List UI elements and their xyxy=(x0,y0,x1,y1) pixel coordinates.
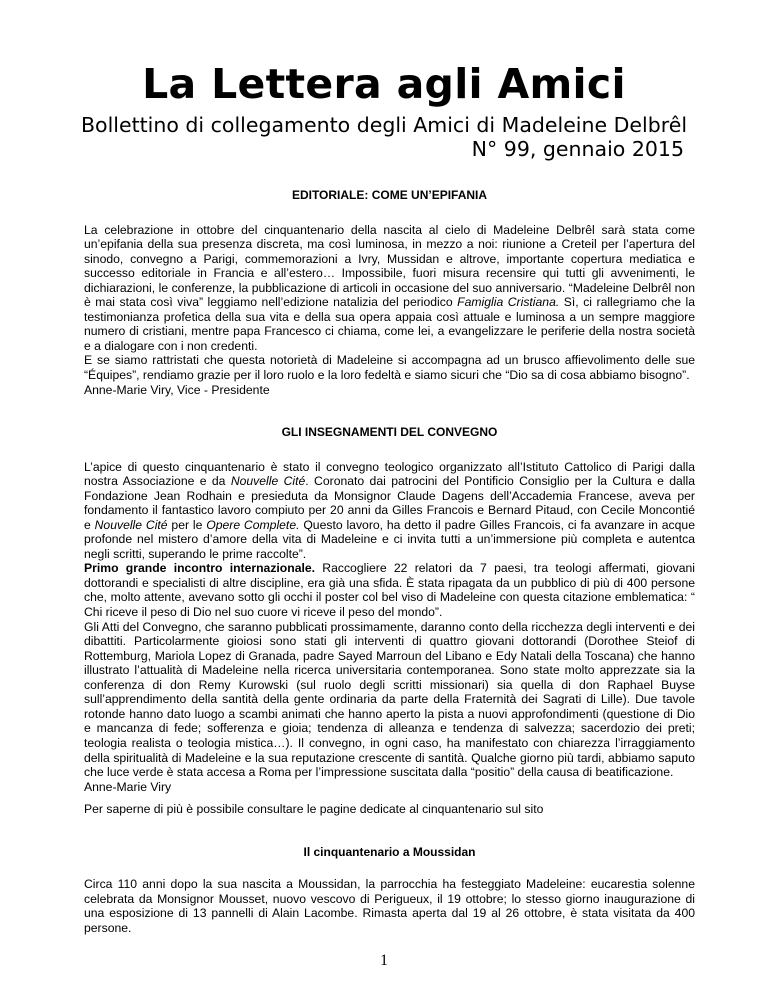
article-body xyxy=(84,188,695,935)
convegno-paragraph: Gli Atti del Convegno, che saranno pubblicati prossimamente, daranno conto della ricchezza degli interventi e dei dibattiti. Particolarmente gioiosi sono stati gli interventi di quattro giovani dottorandi (Dorothee Steiof di Rottemburg, Mariola Lopez di Granada, padre Sayed Marroun del Libano e Edy Natali della Toscana) che hanno illustrato l’attualità di Madeleine nella ricerca universitaria contemporanea. Sono state molto apprezzate sia la conferenza di don Remy Kurowski (sul ruolo degli scritti missionari) sia quella di don Raphael Buyse sull’apprendimento della santità della gente ordinaria da parte della Fraternità dei Sagrati di Lille). Due tavole rotonde hanno dato luogo a scambi animati che hanno aperto la pista a nuovi approfondimenti (questione di Dio e mancanza di fede; sofferenza e gioia; tendenza di alleanza e tendenza di salvezza; sacerdozio dei preti; teologia realista o teologia mistica…). Il convegno, in ogni caso, ha manifestato con chiarezza l’irraggiamento della spiritualità di Madeleine e la sua reputazione crescente di santità. Qualche giorno più tardi, abbiamo saputo che luce verde è stata accesa a Roma per l’impressione suscitata dalla “positio” della causa di beatificazione. xyxy=(84,619,695,780)
issue-number: N° 99, gennaio 2015 xyxy=(471,137,684,161)
convegno-signature: Anne-Marie Viry xyxy=(84,779,172,794)
editorial-heading: EDITORIALE: COME UN’EPIFANIA xyxy=(291,188,488,202)
convegno-paragraph: Primo grande incontro internazionale. Raccogliere 22 relatori da 7 paesi, tra teologi affermati, giovani dottorandi e specialisti di altre discipline, era già una sfida. È stata ripagata da un pubblico di più di 400 persone che, molto attente, avevano sotto gli occhi il poster col bel viso di Madeleine con questa citazione emblematica: “ Chi riceve il peso di Dio nel suo cuore vi riceve il peso del mondo”. xyxy=(84,561,695,620)
page-number: 1 xyxy=(380,952,388,969)
editorial-signature: Anne-Marie Viry, Vice - Presidente xyxy=(84,382,270,397)
more-info-note: Per saperne di più è possibile consultare le pagine dedicate al cinquantenario sul sito xyxy=(84,802,544,817)
publisher-name: Nouvelle Cité xyxy=(94,517,168,532)
publisher-name: Nouvelle Cité xyxy=(230,474,306,489)
work-title: Opere Complete. xyxy=(206,517,300,532)
publication-name: Famiglia Cristiana. xyxy=(457,295,560,310)
editorial-paragraph: E se siamo rattristati che questa notorietà di Madeleine si accompagna ad un brusco affievolimento delle sue “Équipes”, rendiamo grazie per il loro ruolo e la loro fedeltà e siamo sicuri che “Dio sa di cosa abbiamo bisogno”. xyxy=(84,353,695,382)
lead-in: Primo grande incontro internazionale. xyxy=(84,561,316,576)
moussidan-heading: Il cinquantenario a Moussidan xyxy=(303,844,476,859)
convegno-paragraph: L’apice di questo cinquantenario è stato il convegno teologico organizzato all’Istituto Cattolico di Parigi dalla nostra Associazione e da Nouvelle Cité. Coronato dai patrocini del Pontificio Consiglio per la Cultura e dalla Fondazione Jean Rodhain e presieduta da Monsignor Claude Dagens dell’Accademia Francese, aveva per fondamento il fantastico lavoro compiuto per 20 anni da Gilles Francois e Bernard Pitaud, con Cecile Moncontié e Nouvelle Cité per le Opere Complete. Questo lavoro, ha detto il padre Gilles Francois, ci fa avanzare in acque profonde nel mistero d’amore della vita di Madeleine e ci invita tutti a un’immersione più completa e autentca negli scritti, superando le prime raccolte”. xyxy=(84,459,695,561)
convegno-heading: GLI INSEGNAMENTI DEL CONVEGNO xyxy=(281,425,498,440)
editorial-paragraph: La celebrazione in ottobre del cinquantenario della nascita al cielo di Madeleine Delbrêl sarà stata come un’epifania della sua presenza discreta, ma così luminosa, in mezzo a noi: riunione a Creteil per l’apertura del sinodo, convegno a Parigi, commemorazioni a Ivry, Mussidan e altrove, importante copertura mediatica e successo editoriale in Francia e all’estero… Impossibile, fuori misura recensire qui tutti gli avvenimenti, le dichiarazioni, le conferenze, la pubblicazione di articoli in occasione del suo anniversario. “Madeleine Delbrêl non è mai stata così viva” leggiamo nell’edizione natalizia del periodico Famiglia Cristiana. Sì, ci rallegriamo che la testimonianza profetica della sua vita e della sua opera appaia così attuale e luminosa a un sempre maggiore numero di cristiani, mentre papa Francesco ci chiama, come lei, a evangelizzare le periferie della nostra società e a dialogare con i non credenti. xyxy=(84,222,695,353)
moussidan-paragraph: Circa 110 anni dopo la sua nascita a Moussidan, la parrocchia ha festeggiato Madeleine: eucarestia solenne celebrata da Monsignor Mousset, nuovo vescovo di Perigueux, il 19 ottobre; lo stesso giorno inaugurazione di una esposizione di 13 pannelli di Alain Lacombe. Rimasta aperta dal 19 al 26 ottobre, è stata visitata da 400 persone. xyxy=(84,877,695,935)
newsletter-title: La Lettera agli Amici xyxy=(142,60,626,108)
newsletter-subtitle: Bollettino di collegamento degli Amici di Madeleine Delbrêl xyxy=(80,113,688,137)
